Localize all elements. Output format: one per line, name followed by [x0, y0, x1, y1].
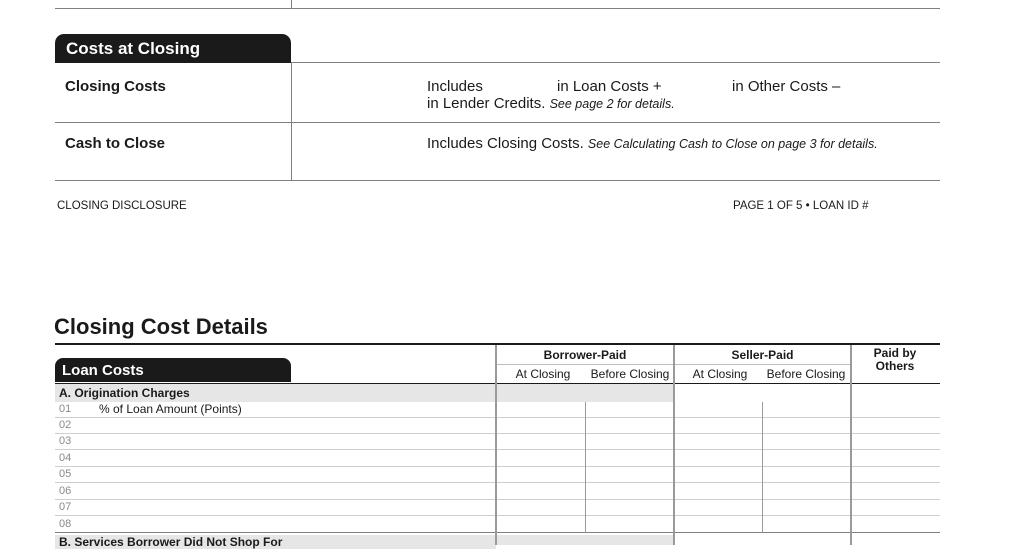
table-row [55, 484, 940, 500]
seller-at-closing-header: At Closing [692, 367, 748, 381]
costs-row-divider [55, 122, 940, 123]
cash-to-close-main: Includes Closing Costs. [427, 135, 584, 152]
line-number: 08 [59, 518, 72, 530]
subheader-divider-borrower [496, 364, 674, 365]
section-b-fill-borrower [497, 535, 674, 545]
cash-to-close-note: See Calculating Cash to Close on page 3 for details. [587, 137, 878, 151]
col-line-others-left [850, 345, 852, 545]
seller-before-closing-header: Before Closing [766, 367, 846, 381]
costs-at-closing-header: Costs at Closing [55, 34, 291, 63]
borrower-before-closing-header: Before Closing [590, 367, 670, 381]
col-line-seller-mid [762, 402, 763, 533]
table-row [55, 517, 940, 533]
see-page-2-note: See page 2 for details. [549, 97, 675, 111]
section-b-services-not-shopped: B. Services Borrower Did Not Shop For [55, 535, 496, 549]
col-line-seller-left [673, 345, 675, 545]
table-row [55, 451, 940, 467]
borrower-paid-header: Borrower-Paid [543, 348, 627, 362]
line-number: 01 [59, 403, 72, 415]
table-row [55, 500, 940, 516]
costs-box-header-base [55, 62, 291, 63]
line-number: 02 [59, 419, 72, 431]
closing-costs-text-3: in Other Costs – [732, 78, 841, 95]
closing-costs-text-2: in Loan Costs + [557, 78, 662, 95]
costs-box-bottom [55, 180, 940, 181]
col-line-borrower-left [495, 345, 497, 545]
line-number: 05 [59, 468, 72, 480]
top-col-divider-stub [291, 0, 292, 8]
closing-costs-text-4 [427, 95, 675, 112]
line-number: 03 [59, 435, 72, 447]
line-number: 06 [59, 485, 72, 497]
closing-cost-details-title: Closing Cost Details [54, 314, 268, 339]
subheader-divider-seller [674, 364, 851, 365]
line-description: % of Loan Amount (Points) [99, 402, 242, 416]
section-a-fill-borrower [497, 384, 674, 402]
table-row [55, 418, 940, 434]
cash-to-close-label: Cash to Close [65, 135, 166, 152]
table-row [55, 467, 940, 483]
table-row [55, 402, 940, 418]
paid-by-others-header: Paid by Others [873, 346, 917, 373]
line-number: 04 [59, 452, 72, 464]
borrower-at-closing-header: At Closing [515, 367, 571, 381]
footer-left: CLOSING DISCLOSURE [57, 200, 187, 212]
footer-right: PAGE 1 OF 5 • LOAN ID # [733, 200, 869, 212]
table-row [55, 434, 940, 450]
costs-box-top-line [291, 62, 940, 63]
details-top-rule [55, 343, 940, 345]
loan-costs-header: Loan Costs [55, 358, 291, 382]
col-line-borrower-mid [585, 402, 586, 533]
top-divider [55, 8, 940, 9]
section-a-origination-charges: A. Origination Charges [55, 384, 496, 402]
closing-costs-text-1: Includes [427, 78, 483, 95]
line-number: 07 [59, 501, 72, 513]
cash-to-close-text [427, 135, 878, 152]
closing-costs-label: Closing Costs [65, 78, 166, 95]
lender-credits-text: in Lender Credits. [427, 95, 546, 112]
seller-paid-header: Seller-Paid [731, 348, 794, 362]
